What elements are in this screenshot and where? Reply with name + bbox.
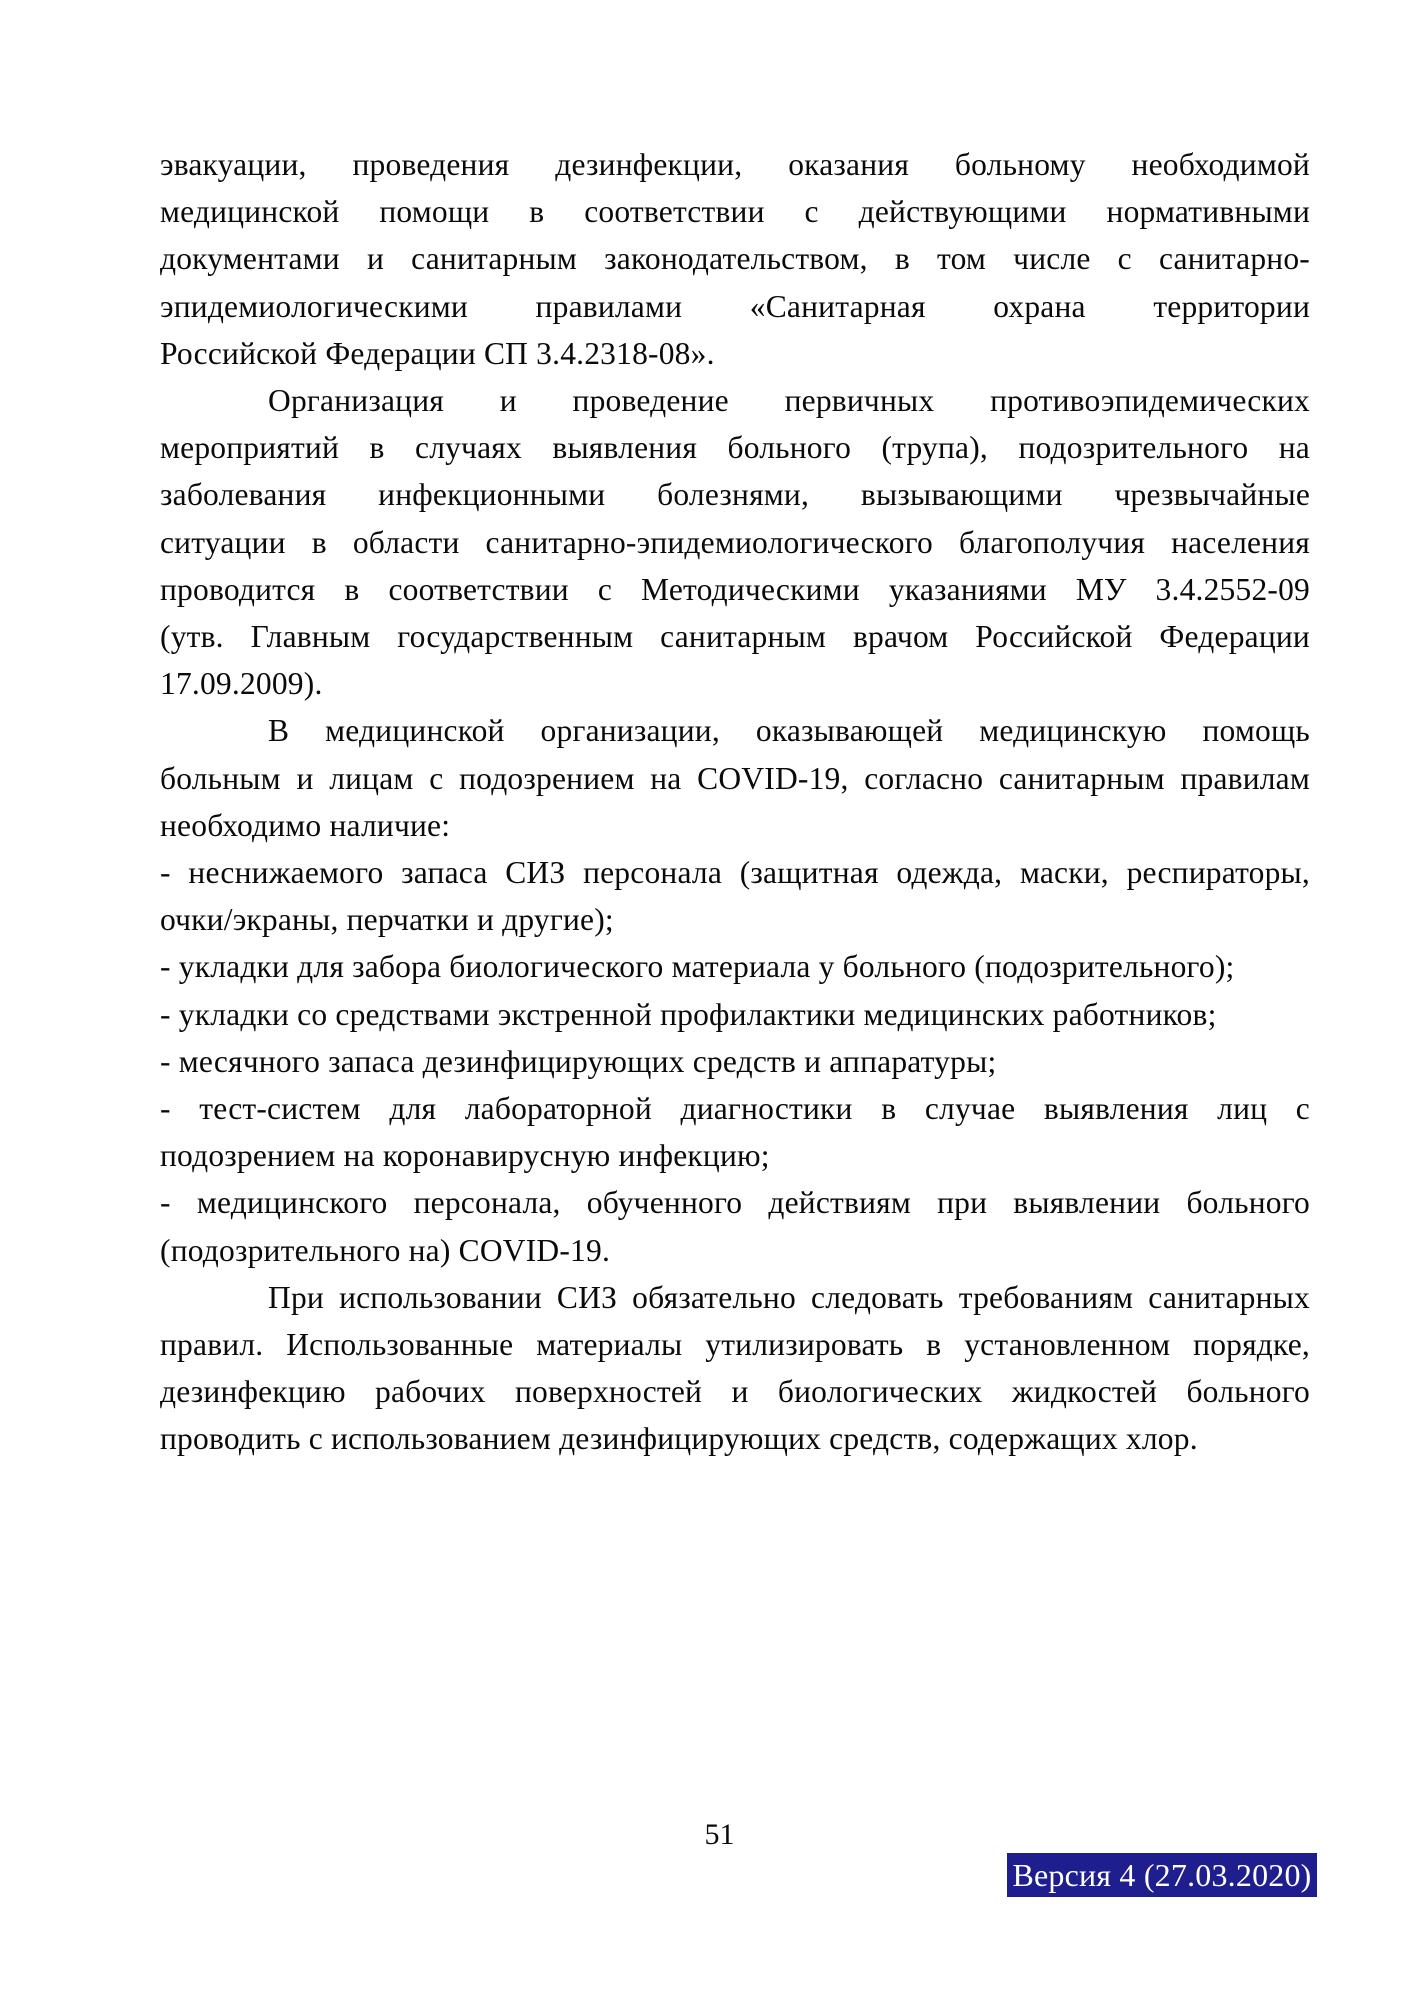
text-line: - месячного запаса дезинфицирующих средств и аппаратуры;	[160, 1043, 997, 1079]
text-line: При использовании СИЗ обязательно следовать требованиям санитарных	[268, 1279, 1310, 1315]
text-line: (подозрительного на) COVID-19.	[160, 1232, 611, 1268]
text-line: заболевания инфекционными болезнями, вызывающими чрезвычайные	[160, 477, 1310, 513]
text-line: подозрением на коронавирусную инфекцию;	[160, 1138, 770, 1174]
text-line: - медицинского персонала, обученного действиям при выявлении больного	[160, 1185, 1310, 1221]
page-number: 51	[704, 1818, 735, 1851]
text-line: проводить с использованием дезинфицирующих средств, содержащих хлор.	[160, 1421, 1198, 1457]
text-line: необходимо наличие:	[160, 807, 451, 843]
text-line: эпидемиологическими правилами «Санитарная охрана территории	[160, 288, 1310, 324]
text-line: В медицинской организации, оказывающей медицинскую помощь	[268, 713, 1310, 749]
text-line: Организация и проведение первичных противоэпидемических	[268, 383, 1310, 419]
text-line: - укладки для забора биологического материала у больного (подозрительного);	[160, 949, 1235, 985]
body-text	[160, 141, 1310, 1463]
text-line: Российской Федерации СП 3.4.2318-08».	[160, 335, 715, 371]
text-line: - тест-систем для лабораторной диагностики в случае выявления лиц с	[160, 1091, 1310, 1127]
text-line: 17.09.2009).	[160, 666, 323, 702]
text-line: очки/экраны, перчатки и другие);	[160, 902, 614, 938]
text-line: - неснижаемого запаса СИЗ персонала (защитная одежда, маски, респираторы,	[160, 855, 1310, 891]
text-line: дезинфекцию рабочих поверхностей и биологических жидкостей больного	[160, 1374, 1310, 1410]
text-line: мероприятий в случаях выявления больного (трупа), подозрительного на	[160, 430, 1310, 466]
text-line: медицинской помощи в соответствии с действующими нормативными	[160, 194, 1310, 230]
text-line: правил. Использованные материалы утилизировать в установленном порядке,	[160, 1327, 1310, 1363]
version-badge: Версия 4 (27.03.2020)	[1007, 1853, 1317, 1897]
text-line: больным и лицам с подозрением на COVID-19, согласно санитарным правилам	[160, 760, 1310, 796]
text-line: проводится в соответствии с Методическими указаниями МУ 3.4.2552-09	[160, 571, 1310, 607]
text-line: документами и санитарным законодательством, в том числе с санитарно-	[160, 241, 1310, 277]
text-line: ситуации в области санитарно-эпидемиологического благополучия населения	[160, 524, 1310, 560]
text-line: - укладки со средствами экстренной профилактики медицинских работников;	[160, 996, 1217, 1032]
text-line: (утв. Главным государственным санитарным врачом Российской Федерации	[160, 619, 1310, 655]
text-line: эвакуации, проведения дезинфекции, оказания больному необходимой	[160, 147, 1310, 182]
